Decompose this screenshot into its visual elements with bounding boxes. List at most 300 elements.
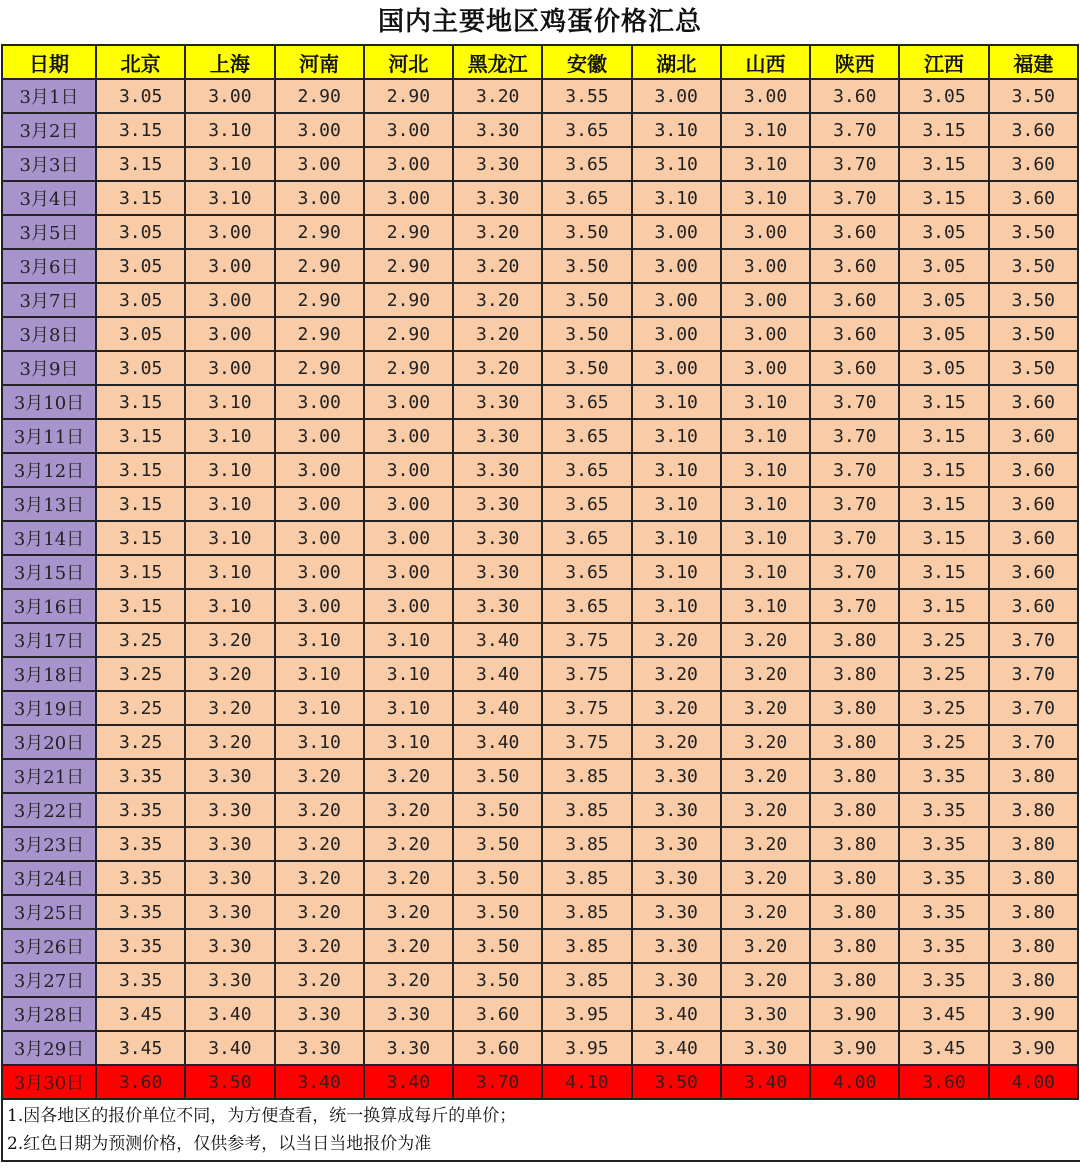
price-cell: 2.90 (275, 351, 364, 385)
date-cell: 3月3日 (2, 147, 96, 181)
price-cell: 3.40 (453, 623, 542, 657)
price-cell: 3.40 (453, 657, 542, 691)
price-cell: 3.20 (364, 827, 453, 861)
price-cell: 3.35 (899, 895, 988, 929)
price-cell: 3.60 (810, 283, 899, 317)
column-header-region: 安徽 (542, 45, 631, 79)
price-cell: 3.20 (364, 929, 453, 963)
price-cell: 3.20 (721, 861, 810, 895)
price-cell: 3.30 (364, 997, 453, 1031)
date-cell: 3月16日 (2, 589, 96, 623)
price-cell: 2.90 (275, 215, 364, 249)
price-cell: 3.30 (364, 1031, 453, 1065)
price-cell: 3.30 (185, 861, 274, 895)
price-cell: 3.35 (96, 793, 185, 827)
price-cell: 3.70 (810, 555, 899, 589)
price-cell: 3.30 (453, 113, 542, 147)
column-header-region: 山西 (721, 45, 810, 79)
price-cell: 3.00 (364, 385, 453, 419)
price-cell: 3.10 (721, 113, 810, 147)
price-cell: 3.70 (989, 657, 1078, 691)
table-row (2, 215, 1078, 249)
price-cell: 3.10 (185, 147, 274, 181)
price-cell: 3.50 (989, 317, 1078, 351)
price-cell: 3.45 (899, 1031, 988, 1065)
price-cell: 3.10 (632, 113, 721, 147)
price-cell: 3.20 (632, 725, 721, 759)
price-cell: 3.10 (721, 181, 810, 215)
price-cell: 3.25 (899, 657, 988, 691)
price-cell: 3.20 (632, 691, 721, 725)
price-cell: 3.00 (364, 487, 453, 521)
table-row (2, 283, 1078, 317)
price-cell: 3.00 (632, 79, 721, 113)
price-cell: 3.25 (96, 623, 185, 657)
price-cell: 3.10 (632, 181, 721, 215)
price-cell: 3.00 (275, 147, 364, 181)
price-cell: 3.00 (364, 419, 453, 453)
date-cell: 3月25日 (2, 895, 96, 929)
column-header-region: 河南 (275, 45, 364, 79)
price-cell: 3.00 (275, 521, 364, 555)
price-cell: 3.80 (810, 895, 899, 929)
price-cell: 2.90 (364, 249, 453, 283)
price-cell: 3.00 (185, 79, 274, 113)
date-cell: 3月13日 (2, 487, 96, 521)
price-cell: 3.00 (275, 589, 364, 623)
price-cell: 3.65 (542, 419, 631, 453)
price-cell: 3.00 (721, 79, 810, 113)
price-cell: 3.60 (989, 589, 1078, 623)
price-cell: 3.50 (453, 929, 542, 963)
price-cell: 3.40 (632, 1031, 721, 1065)
price-cell: 3.35 (96, 861, 185, 895)
price-cell: 3.10 (185, 521, 274, 555)
price-cell: 3.30 (185, 895, 274, 929)
price-cell: 3.50 (453, 895, 542, 929)
price-cell: 2.90 (364, 215, 453, 249)
price-cell: 3.00 (185, 283, 274, 317)
price-cell: 3.30 (453, 147, 542, 181)
table-row (2, 79, 1078, 113)
price-cell: 3.30 (453, 555, 542, 589)
price-cell: 3.20 (453, 351, 542, 385)
price-cell: 3.00 (275, 181, 364, 215)
price-cell: 3.10 (632, 487, 721, 521)
price-cell: 3.30 (453, 589, 542, 623)
price-cell: 3.60 (989, 419, 1078, 453)
price-cell: 3.35 (96, 963, 185, 997)
price-cell: 3.50 (989, 79, 1078, 113)
price-cell: 3.00 (721, 283, 810, 317)
price-cell: 3.15 (96, 385, 185, 419)
table-row-forecast (2, 1065, 1078, 1099)
price-cell: 3.20 (721, 827, 810, 861)
price-cell: 3.25 (899, 623, 988, 657)
price-cell: 3.35 (96, 827, 185, 861)
price-cell: 3.50 (453, 759, 542, 793)
price-cell: 3.70 (453, 1065, 542, 1099)
date-cell: 3月4日 (2, 181, 96, 215)
price-cell: 3.50 (453, 963, 542, 997)
price-cell: 3.15 (899, 555, 988, 589)
price-cell: 3.60 (810, 351, 899, 385)
date-cell: 3月23日 (2, 827, 96, 861)
price-cell: 3.80 (989, 759, 1078, 793)
date-cell: 3月30日 (2, 1065, 96, 1099)
price-cell: 3.90 (810, 1031, 899, 1065)
price-cell: 3.05 (899, 249, 988, 283)
price-cell: 3.25 (899, 725, 988, 759)
price-cell: 3.80 (989, 793, 1078, 827)
price-cell: 3.20 (275, 861, 364, 895)
price-cell: 3.20 (453, 317, 542, 351)
price-cell: 3.35 (899, 963, 988, 997)
price-cell: 3.20 (721, 623, 810, 657)
price-cell: 3.65 (542, 181, 631, 215)
table-header-row (2, 45, 1078, 79)
price-cell: 3.10 (364, 691, 453, 725)
price-cell: 3.60 (989, 521, 1078, 555)
price-cell: 2.90 (275, 283, 364, 317)
price-cell: 3.35 (96, 929, 185, 963)
price-cell: 2.90 (364, 283, 453, 317)
price-cell: 3.20 (275, 759, 364, 793)
price-cell: 3.10 (632, 419, 721, 453)
footnote-1: 1.因各地区的报价单位不同，为方便查看，统一换算成每斤的单价； (7, 1106, 517, 1126)
price-cell: 3.10 (364, 725, 453, 759)
price-cell: 3.15 (899, 589, 988, 623)
price-cell: 3.00 (721, 215, 810, 249)
table-row (2, 827, 1078, 861)
price-cell: 3.70 (810, 147, 899, 181)
price-cell: 3.40 (721, 1065, 810, 1099)
price-cell: 2.90 (275, 79, 364, 113)
price-cell: 3.15 (96, 147, 185, 181)
price-cell: 3.00 (275, 487, 364, 521)
table-row (2, 657, 1078, 691)
price-cell: 3.20 (453, 283, 542, 317)
price-cell: 3.50 (989, 283, 1078, 317)
price-cell: 3.15 (96, 181, 185, 215)
price-cell: 3.10 (721, 487, 810, 521)
price-cell: 3.00 (632, 283, 721, 317)
table-row (2, 351, 1078, 385)
price-cell: 3.50 (989, 215, 1078, 249)
price-cell: 3.15 (96, 113, 185, 147)
footnotes (1, 1100, 1080, 1162)
date-cell: 3月18日 (2, 657, 96, 691)
price-cell: 3.00 (721, 351, 810, 385)
price-cell: 2.90 (364, 79, 453, 113)
price-cell: 3.00 (185, 351, 274, 385)
price-cell: 3.60 (810, 317, 899, 351)
price-cell: 3.90 (810, 997, 899, 1031)
price-cell: 3.65 (542, 453, 631, 487)
price-cell: 3.20 (275, 929, 364, 963)
price-cell: 3.55 (542, 79, 631, 113)
price-cell: 3.10 (185, 419, 274, 453)
price-cell: 3.20 (185, 691, 274, 725)
price-cell: 3.70 (810, 419, 899, 453)
price-cell: 3.60 (810, 79, 899, 113)
price-cell: 3.05 (96, 283, 185, 317)
price-cell: 3.50 (542, 317, 631, 351)
table-row (2, 997, 1078, 1031)
price-cell: 3.00 (721, 249, 810, 283)
price-cell: 3.30 (721, 997, 810, 1031)
price-cell: 3.50 (453, 793, 542, 827)
price-cell: 3.00 (632, 249, 721, 283)
table-row (2, 453, 1078, 487)
price-cell: 3.30 (632, 929, 721, 963)
price-cell: 3.50 (632, 1065, 721, 1099)
price-cell: 3.30 (275, 997, 364, 1031)
price-cell: 3.20 (721, 657, 810, 691)
price-cell: 3.10 (185, 589, 274, 623)
price-cell: 3.95 (542, 1031, 631, 1065)
price-cell: 3.00 (364, 181, 453, 215)
price-cell: 3.25 (96, 657, 185, 691)
price-cell: 3.15 (96, 419, 185, 453)
price-cell: 3.60 (989, 147, 1078, 181)
price-cell: 3.10 (185, 555, 274, 589)
price-cell: 3.05 (96, 351, 185, 385)
price-cell: 3.35 (899, 929, 988, 963)
footnote-2: 2.红色日期为预测价格，仅供参考，以当日当地报价为准 (7, 1134, 432, 1154)
price-cell: 3.70 (810, 113, 899, 147)
price-cell: 3.70 (810, 453, 899, 487)
price-cell: 3.20 (364, 861, 453, 895)
price-cell: 3.20 (721, 929, 810, 963)
price-cell: 3.15 (899, 385, 988, 419)
price-cell: 3.65 (542, 521, 631, 555)
date-cell: 3月6日 (2, 249, 96, 283)
price-cell: 3.50 (453, 861, 542, 895)
price-cell: 3.05 (96, 79, 185, 113)
price-cell: 2.90 (275, 317, 364, 351)
date-cell: 3月1日 (2, 79, 96, 113)
price-cell: 3.50 (542, 249, 631, 283)
price-cell: 3.30 (185, 759, 274, 793)
price-cell: 3.30 (453, 487, 542, 521)
price-cell: 3.75 (542, 725, 631, 759)
price-cell: 3.05 (899, 79, 988, 113)
price-cell: 3.20 (364, 759, 453, 793)
price-cell: 3.10 (721, 589, 810, 623)
price-cell: 3.00 (185, 317, 274, 351)
price-cell: 3.10 (721, 521, 810, 555)
price-cell: 3.40 (275, 1065, 364, 1099)
table-row (2, 929, 1078, 963)
price-cell: 3.35 (899, 759, 988, 793)
price-cell: 3.20 (721, 793, 810, 827)
price-cell: 3.20 (185, 725, 274, 759)
date-cell: 3月22日 (2, 793, 96, 827)
price-cell: 3.10 (632, 147, 721, 181)
price-cell: 3.05 (899, 283, 988, 317)
price-cell: 3.20 (721, 691, 810, 725)
table-row (2, 895, 1078, 929)
table-row (2, 963, 1078, 997)
price-cell: 3.00 (364, 589, 453, 623)
price-cell: 3.10 (185, 453, 274, 487)
price-cell: 3.80 (810, 929, 899, 963)
price-cell: 3.35 (899, 827, 988, 861)
price-cell: 3.80 (810, 725, 899, 759)
price-cell: 3.30 (632, 793, 721, 827)
table-row (2, 1031, 1078, 1065)
price-cell: 3.10 (185, 487, 274, 521)
price-cell: 3.00 (632, 351, 721, 385)
price-cell: 3.05 (96, 317, 185, 351)
price-cell: 3.30 (185, 963, 274, 997)
price-cell: 3.70 (810, 521, 899, 555)
price-cell: 3.45 (96, 1031, 185, 1065)
price-cell: 3.15 (899, 419, 988, 453)
date-cell: 3月14日 (2, 521, 96, 555)
price-cell: 3.10 (721, 147, 810, 181)
table-row (2, 113, 1078, 147)
price-cell: 3.00 (721, 317, 810, 351)
table-row (2, 419, 1078, 453)
price-cell: 3.15 (96, 453, 185, 487)
table-row (2, 521, 1078, 555)
column-header-region: 上海 (185, 45, 274, 79)
price-cell: 3.80 (810, 623, 899, 657)
table-row (2, 759, 1078, 793)
price-cell: 3.15 (899, 113, 988, 147)
date-cell: 3月19日 (2, 691, 96, 725)
price-cell: 3.10 (632, 453, 721, 487)
price-cell: 3.40 (185, 997, 274, 1031)
price-cell: 3.30 (453, 181, 542, 215)
price-cell: 3.80 (810, 793, 899, 827)
price-cell: 3.65 (542, 147, 631, 181)
price-cell: 3.60 (989, 453, 1078, 487)
price-cell: 3.50 (989, 351, 1078, 385)
price-cell: 4.10 (542, 1065, 631, 1099)
price-cell: 3.30 (453, 453, 542, 487)
price-cell: 3.00 (364, 113, 453, 147)
price-cell: 3.15 (96, 589, 185, 623)
price-cell: 3.20 (364, 963, 453, 997)
price-cell: 3.80 (989, 929, 1078, 963)
price-cell: 3.10 (721, 385, 810, 419)
price-cell: 3.15 (899, 487, 988, 521)
price-cell: 3.15 (899, 521, 988, 555)
price-cell: 3.10 (275, 623, 364, 657)
price-cell: 3.00 (364, 555, 453, 589)
price-cell: 3.15 (96, 487, 185, 521)
table-row (2, 385, 1078, 419)
price-cell: 3.80 (810, 827, 899, 861)
date-cell: 3月26日 (2, 929, 96, 963)
column-header-region: 江西 (899, 45, 988, 79)
price-cell: 3.00 (185, 215, 274, 249)
price-cell: 3.60 (989, 113, 1078, 147)
price-cell: 3.65 (542, 555, 631, 589)
price-cell: 3.85 (542, 793, 631, 827)
price-cell: 2.90 (364, 351, 453, 385)
price-cell: 3.75 (542, 657, 631, 691)
table-row (2, 623, 1078, 657)
price-cell: 3.20 (721, 725, 810, 759)
price-cell: 3.80 (810, 861, 899, 895)
price-cell: 3.30 (185, 827, 274, 861)
price-cell: 3.40 (453, 691, 542, 725)
price-cell: 3.05 (96, 215, 185, 249)
price-cell: 3.40 (364, 1065, 453, 1099)
table-row (2, 487, 1078, 521)
column-header-region: 陕西 (810, 45, 899, 79)
price-cell: 3.00 (275, 453, 364, 487)
price-cell: 3.20 (453, 215, 542, 249)
column-header-region: 河北 (364, 45, 453, 79)
price-cell: 3.30 (453, 385, 542, 419)
price-cell: 3.05 (899, 317, 988, 351)
price-cell: 3.20 (364, 895, 453, 929)
price-cell: 3.35 (899, 793, 988, 827)
price-cell: 3.65 (542, 385, 631, 419)
price-cell: 3.30 (453, 521, 542, 555)
price-cell: 3.25 (96, 691, 185, 725)
price-cell: 3.20 (275, 793, 364, 827)
price-cell: 3.30 (275, 1031, 364, 1065)
date-cell: 3月17日 (2, 623, 96, 657)
table-body (2, 79, 1078, 1099)
price-cell: 3.60 (810, 215, 899, 249)
column-header-region: 北京 (96, 45, 185, 79)
price-cell: 3.85 (542, 861, 631, 895)
price-cell: 3.00 (364, 453, 453, 487)
price-cell: 3.30 (185, 793, 274, 827)
price-cell: 3.80 (989, 895, 1078, 929)
date-cell: 3月9日 (2, 351, 96, 385)
price-cell: 3.50 (185, 1065, 274, 1099)
price-cell: 3.30 (632, 759, 721, 793)
price-cell: 3.85 (542, 895, 631, 929)
price-cell: 3.60 (453, 997, 542, 1031)
column-header-date: 日期 (2, 45, 96, 79)
price-cell: 3.20 (275, 963, 364, 997)
date-cell: 3月20日 (2, 725, 96, 759)
price-cell: 3.20 (721, 895, 810, 929)
price-cell: 3.10 (185, 181, 274, 215)
price-cell: 4.00 (989, 1065, 1078, 1099)
price-cell: 3.65 (542, 113, 631, 147)
price-cell: 3.20 (364, 793, 453, 827)
price-cell: 3.15 (899, 181, 988, 215)
date-cell: 3月27日 (2, 963, 96, 997)
date-cell: 3月2日 (2, 113, 96, 147)
table-row (2, 555, 1078, 589)
date-cell: 3月12日 (2, 453, 96, 487)
page-title: 国内主要地区鸡蛋价格汇总 (377, 7, 702, 37)
price-cell: 3.20 (721, 963, 810, 997)
price-cell: 3.95 (542, 997, 631, 1031)
price-cell: 3.40 (453, 725, 542, 759)
price-cell: 3.00 (632, 317, 721, 351)
price-cell: 3.30 (632, 895, 721, 929)
price-cell: 3.60 (96, 1065, 185, 1099)
egg-price-table (1, 44, 1079, 1100)
price-cell: 3.35 (96, 895, 185, 929)
price-cell: 3.20 (453, 79, 542, 113)
price-cell: 3.60 (810, 249, 899, 283)
date-cell: 3月24日 (2, 861, 96, 895)
price-cell: 3.90 (989, 1031, 1078, 1065)
